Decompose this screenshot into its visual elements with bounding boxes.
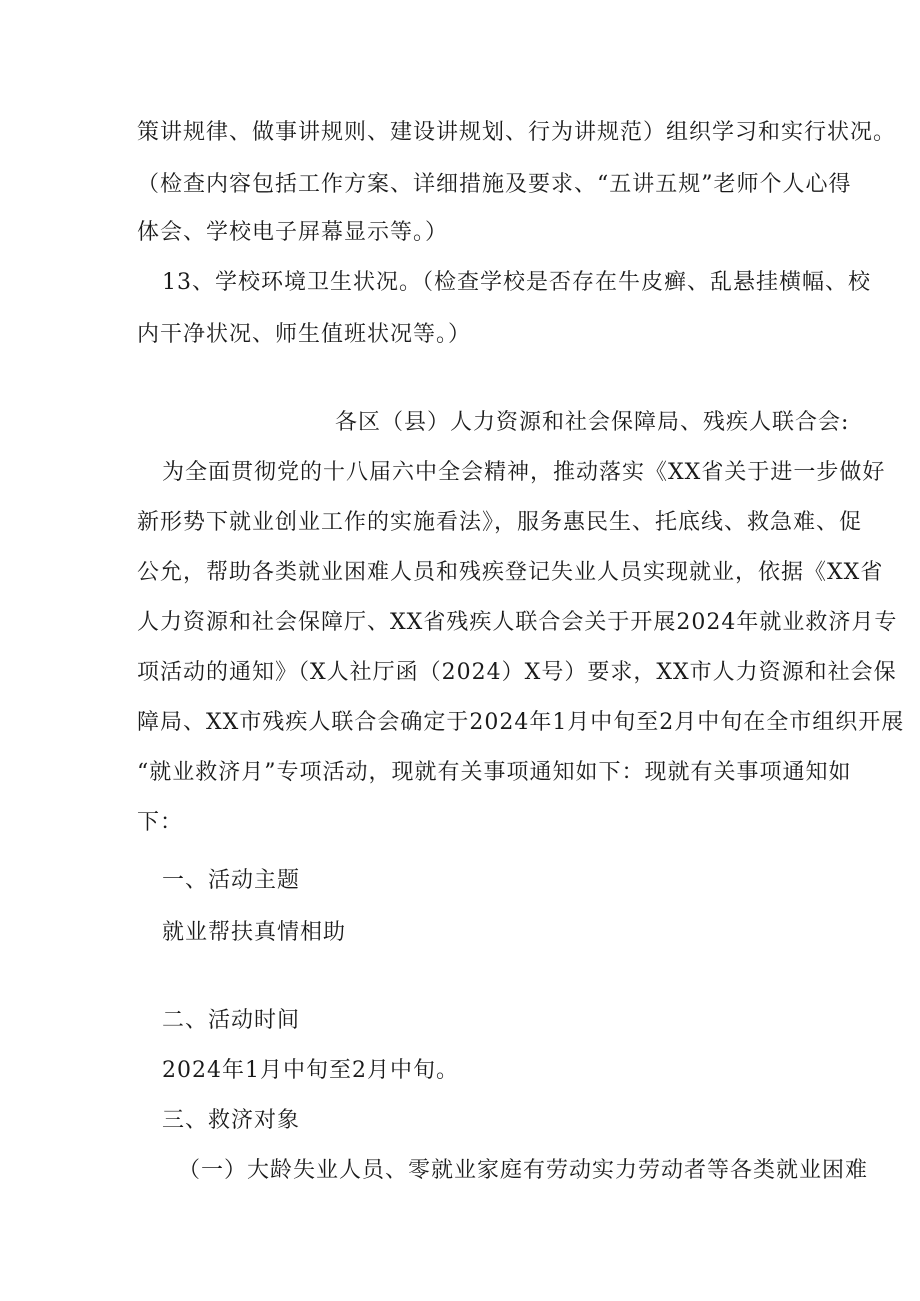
text-line: 体会、学校电子屏幕显示等。） [137, 220, 449, 245]
text-line: 新形势下就业创业工作的实施看法》，服务惠民生、托底线、救急难、促 [137, 510, 863, 535]
text-line: 障局、XX市残疾人联合会确定于2024年1月中旬至2月中旬在全市组织开展 [137, 710, 905, 735]
text-line: 为全面贯彻党的十八届六中全会精神，推动落实《XX省关于进一步做好 [162, 460, 886, 485]
text-line: 就业帮扶真情相助 [162, 920, 347, 945]
text-line: 内干净状况、师生值班状况等。） [137, 322, 472, 347]
text-line: （检查内容包括工作方案、详细措施及要求、“五讲五规”老师个人心得 [137, 172, 852, 197]
section-heading: 二、活动时间 [162, 1008, 301, 1033]
text-line: 13、学校环境卫生状况。（检查学校是否存在牛皮癣、乱悬挂横幅、校 [162, 270, 871, 295]
text-line: （一）大龄失业人员、零就业家庭有劳动实力劳动者等各类就业困难 [178, 1158, 869, 1183]
text-line: 项活动的通知》（X人社厅函（2024）X号）要求，XX市人力资源和社会保 [137, 660, 897, 685]
text-line: 人力资源和社会保障厅、XX省残疾人联合会关于开展2024年就业救济月专 [137, 610, 898, 635]
text-line: 下： [137, 810, 184, 835]
text-line: 公允，帮助各类就业困难人员和残疾登记失业人员实现就业，依据《XX省 [137, 560, 884, 585]
text-line: 策讲规律、做事讲规则、建设讲规划、行为讲规范）组织学习和实行状况。 [137, 120, 897, 145]
text-line: 2024年1月中旬至2月中旬。 [162, 1058, 459, 1083]
section-heading: 三、救济对象 [162, 1108, 301, 1133]
text-line: “就业救济月”专项活动，现就有关事项通知如下：现就有关事项通知如 [137, 760, 852, 785]
salutation: 各区（县）人力资源和社会保障局、残疾人联合会: [335, 410, 850, 435]
section-heading: 一、活动主题 [162, 868, 301, 893]
